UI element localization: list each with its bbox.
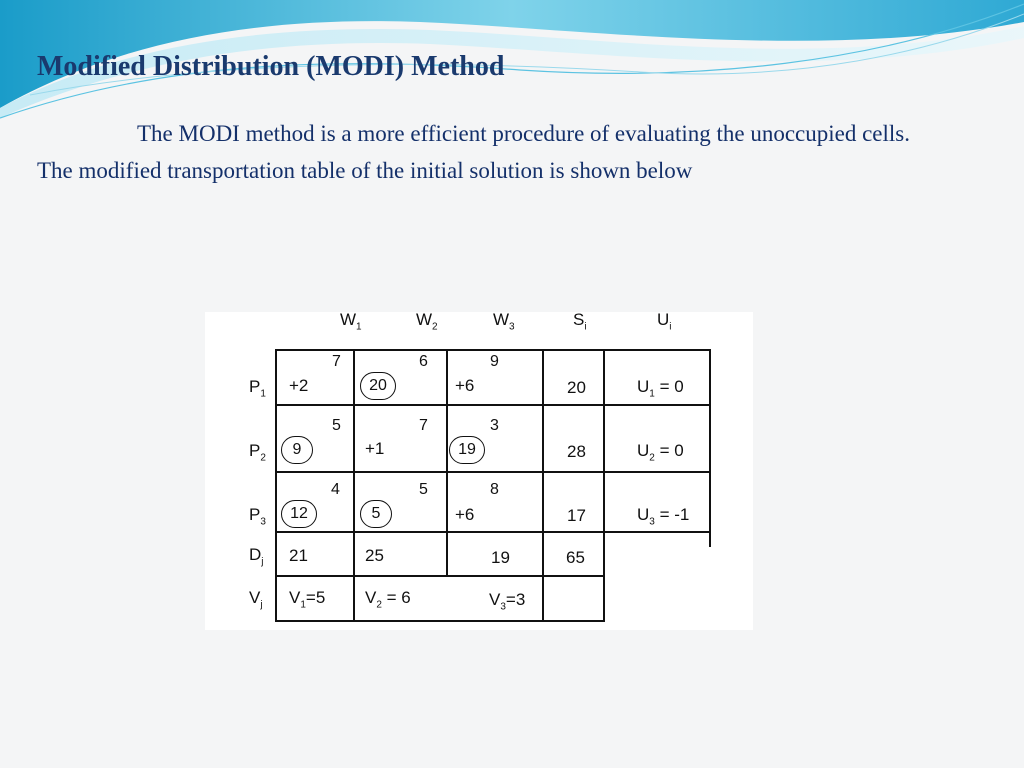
u1-value: $U_1 = 0$	[637, 377, 684, 400]
cost-p3-w1: 4	[331, 481, 340, 498]
cost-p1-w3: 9	[490, 353, 499, 370]
cost-p3-w3: 8	[490, 481, 499, 498]
u2-value: $U_2 = 0$	[637, 441, 684, 464]
cell-value-p3-w3: +6	[455, 505, 475, 524]
col-header-w2: $W_2$	[416, 310, 438, 333]
cost-p2-w3: 3	[490, 417, 499, 434]
demand-w1: 21	[289, 546, 308, 565]
allocation-circle-p2-w3: 19	[449, 436, 485, 464]
grid-line	[542, 349, 544, 620]
supply-p3: 17	[567, 506, 586, 525]
col-header-w1: $W_1$	[340, 310, 362, 333]
cell-value-p1-w3: +6	[455, 376, 475, 395]
row-label-dj: $D_j$	[249, 545, 264, 568]
cost-p2-w2: 7	[419, 417, 428, 434]
cell-value-p2-w2: +1	[365, 439, 385, 458]
modi-transportation-table	[205, 312, 753, 630]
col-header-ui: $U_i$	[657, 310, 672, 333]
cost-p3-w2: 5	[419, 481, 428, 498]
allocation-circle-p3-w2: 5	[360, 500, 392, 528]
cell-value-p1-w1: +2	[289, 376, 309, 395]
grid-line	[603, 349, 605, 620]
row-label-vj: $V_j$	[249, 588, 263, 611]
col-header-si: $S_i$	[573, 310, 587, 333]
allocation-circle-p1-w2: 20	[360, 372, 396, 400]
cost-p2-w1: 5	[332, 417, 341, 434]
u3-value: $U_3 = -1$	[637, 505, 690, 528]
row-label-p2: $P_2$	[249, 441, 266, 464]
v1-value: $V_1=5$	[289, 588, 326, 611]
allocation-circle-p3-w1: 12	[281, 500, 317, 528]
grid-line	[709, 349, 711, 547]
row-label-p1: $P_1$	[249, 377, 266, 400]
col-header-w3: $W_3$	[493, 310, 515, 333]
grid-line	[275, 349, 711, 351]
supply-p2: 28	[567, 442, 586, 461]
grid-line	[275, 575, 605, 577]
demand-total: 65	[566, 548, 585, 567]
slide-body-text: The MODI method is a more efficient procedure of evaluating the unoccupied cells. The modified transportation table of the initial solution is shown below	[37, 121, 910, 183]
grid-line	[446, 349, 448, 575]
demand-w3: 19	[491, 548, 510, 567]
v3-value: $V_3=3$	[489, 590, 526, 613]
row-label-p3: $P_3$	[249, 505, 266, 528]
grid-line	[275, 349, 277, 620]
grid-line	[275, 471, 711, 473]
allocation-circle-p2-w1: 9	[281, 436, 313, 464]
grid-line	[275, 404, 711, 406]
grid-line	[275, 531, 711, 533]
cost-p1-w2: 6	[419, 353, 428, 370]
supply-p1: 20	[567, 378, 586, 397]
v2-value: $V_2 = 6$	[365, 588, 411, 611]
grid-line	[353, 349, 355, 620]
slide-title: Modified Distribution (MODI) Method	[37, 51, 505, 82]
grid-line	[275, 620, 605, 622]
demand-w2: 25	[365, 546, 384, 565]
cost-p1-w1: 7	[332, 353, 341, 370]
